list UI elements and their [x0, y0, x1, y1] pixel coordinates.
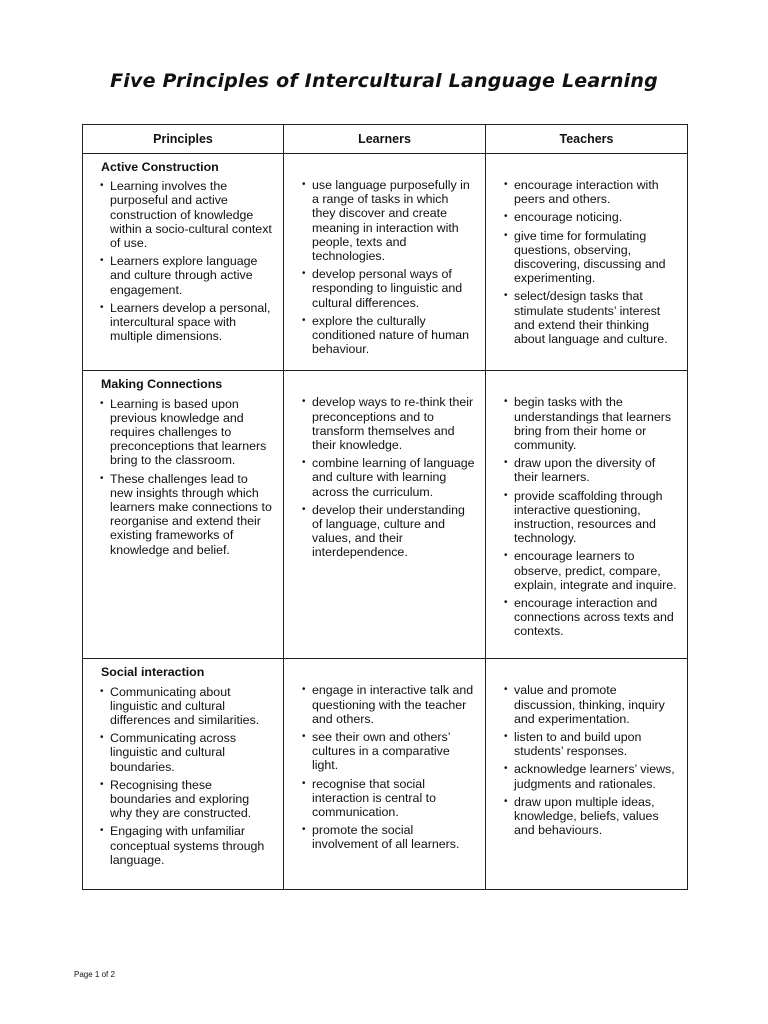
- principle-points: [100, 397, 273, 557]
- list-item: • draw upon the diversity of their learners.: [504, 456, 677, 484]
- principle-heading: Social interaction: [101, 665, 205, 680]
- list-item: • recognise that social interaction is central to communication.: [302, 777, 475, 820]
- list-item: • engage in interactive talk and questioning with the teacher and others.: [302, 683, 475, 726]
- teachers-points: [504, 178, 677, 346]
- list-item: • Learners develop a personal, intercultural space with multiple dimensions.: [100, 301, 273, 344]
- list-item: • encourage interaction with peers and others.: [504, 178, 677, 206]
- list-item: • combine learning of language and culture with learning across the curriculum.: [302, 456, 475, 499]
- list-item: • give time for formulating questions, observing, discovering, discussing and experimenting.: [504, 229, 677, 286]
- list-item: • develop their understanding of language, culture and values, and their interdependence.: [302, 503, 475, 560]
- list-item: • see their own and others’ cultures in a comparative light.: [302, 730, 475, 773]
- list-item: • encourage noticing.: [504, 210, 677, 224]
- principle-points: [100, 179, 273, 343]
- principles-table: [82, 124, 688, 890]
- list-item: • select/design tasks that stimulate students’ interest and extend their thinking about language and culture.: [504, 289, 677, 346]
- principle-heading: Active Construction: [101, 160, 219, 174]
- table-row: [83, 371, 688, 659]
- list-item: • begin tasks with the understandings that learners bring from their home or community.: [504, 395, 677, 452]
- column-header-teachers: Teachers: [486, 125, 688, 154]
- list-item: • develop personal ways of responding to linguistic and cultural differences.: [302, 267, 475, 310]
- column-header-learners: Learners: [284, 125, 486, 154]
- list-item: • encourage interaction and connections across texts and contexts.: [504, 596, 677, 639]
- list-item: • Engaging with unfamiliar conceptual systems through language.: [100, 824, 273, 867]
- list-item: • use language purposefully in a range of tasks in which they discover and create meaning in interaction with people, texts and technologies.: [302, 178, 475, 263]
- teachers-cell: [486, 659, 688, 890]
- table-header-row: [83, 125, 688, 154]
- principle-cell: [83, 659, 284, 890]
- teachers-cell: [486, 154, 688, 371]
- list-item: • Learning involves the purposeful and active construction of knowledge within a socio-cultural context of use.: [100, 179, 273, 250]
- list-item: • Recognising these boundaries and exploring why they are constructed.: [100, 778, 273, 821]
- learners-points: [302, 178, 475, 356]
- table-row: [83, 154, 688, 371]
- list-item: • develop ways to re-think their preconceptions and to transform themselves and their knowledge.: [302, 395, 475, 452]
- column-header-principles: Principles: [83, 125, 284, 154]
- principle-heading: Making Connections: [101, 377, 223, 392]
- list-item: • value and promote discussion, thinking, inquiry and experimentation.: [504, 683, 677, 726]
- list-item: • acknowledge learners’ views, judgments and rationales.: [504, 762, 677, 790]
- list-item: • promote the social involvement of all learners.: [302, 823, 475, 851]
- learners-cell: [284, 154, 486, 371]
- learners-points: [302, 395, 475, 559]
- learners-points: [302, 683, 475, 851]
- list-item: • listen to and build upon students’ responses.: [504, 730, 677, 758]
- list-item: • These challenges lead to new insights through which learners make connections to reorganise and extend their existing frameworks of knowledge and belief.: [100, 472, 273, 557]
- list-item: • explore the culturally conditioned nature of human behaviour.: [302, 314, 475, 357]
- list-item: • Communicating about linguistic and cultural differences and similarities.: [100, 685, 273, 728]
- teachers-points: [504, 395, 677, 638]
- principle-points: [100, 685, 273, 867]
- table-row: [83, 659, 688, 890]
- list-item: • Communicating across linguistic and cultural boundaries.: [100, 731, 273, 774]
- learners-cell: [284, 371, 486, 659]
- list-item: • encourage learners to observe, predict, compare, explain, integrate and inquire.: [504, 549, 677, 592]
- list-item: • Learners explore language and culture through active engagement.: [100, 254, 273, 297]
- teachers-cell: [486, 371, 688, 659]
- page-number: Page 1 of 2: [74, 970, 115, 979]
- page-title: Five Principles of Intercultural Language Learning: [110, 70, 658, 92]
- list-item: • Learning is based upon previous knowledge and requires challenges to preconceptions that learners bring to the classroom.: [100, 397, 273, 468]
- principle-cell: [83, 371, 284, 659]
- list-item: • draw upon multiple ideas, knowledge, beliefs, values and behaviours.: [504, 795, 677, 838]
- principle-cell: [83, 154, 284, 371]
- learners-cell: [284, 659, 486, 890]
- list-item: • provide scaffolding through interactive questioning, instruction, resources and technology.: [504, 489, 677, 546]
- teachers-points: [504, 683, 677, 837]
